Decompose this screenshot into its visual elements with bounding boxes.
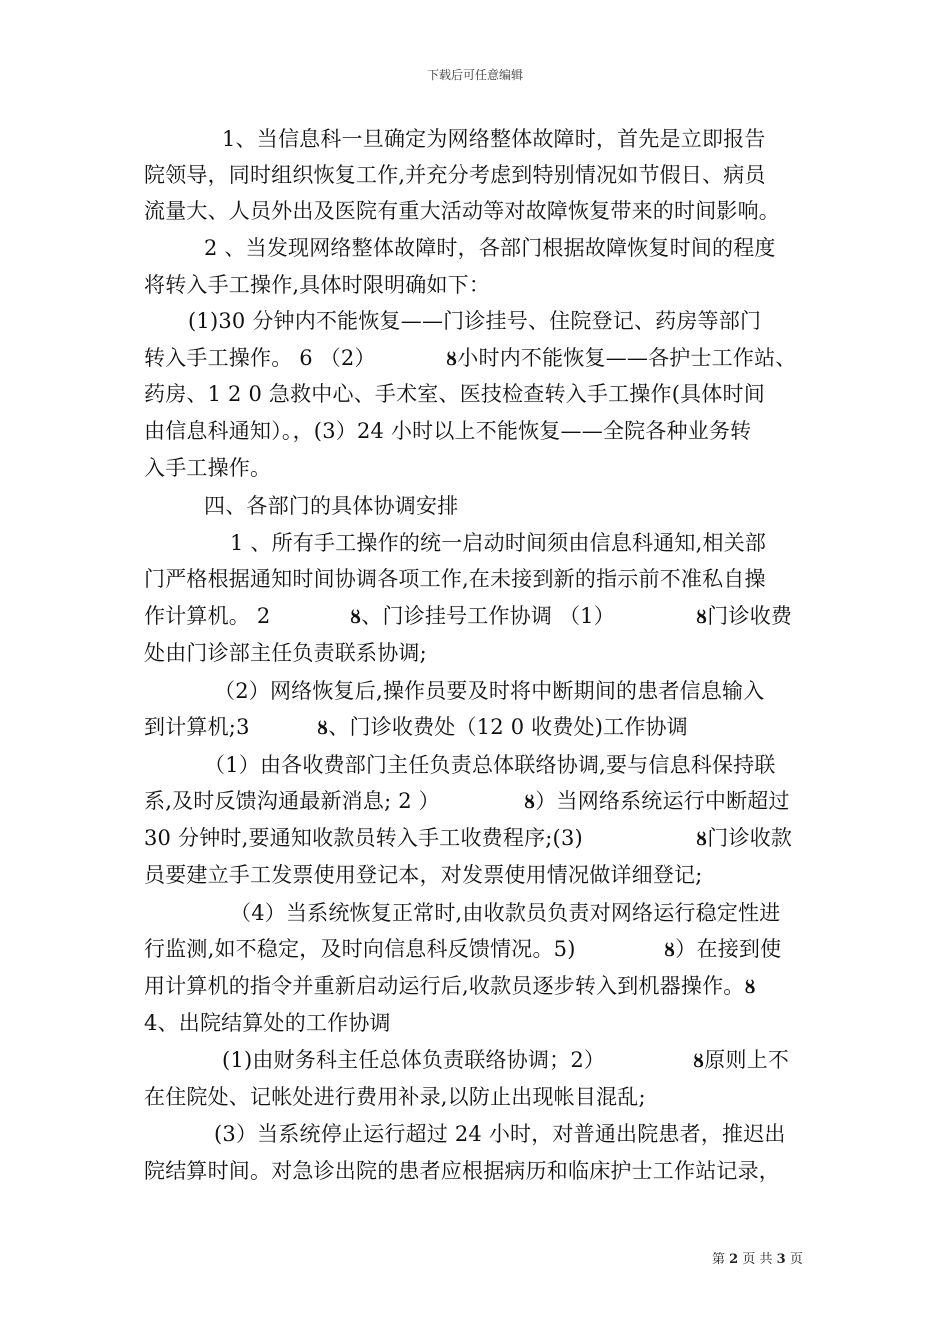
- stray-mark: ȣ: [744, 977, 756, 998]
- footer-middle: 页 共: [742, 1252, 773, 1267]
- stray-mark: ȣ: [696, 829, 708, 850]
- text-line: 作计算机。 2: [144, 604, 271, 628]
- text-fragment: 门诊收费: [707, 604, 793, 628]
- text-line: 员要建立手工发票使用登记本，对发票使用情况做详细登记;: [144, 863, 703, 887]
- current-page-number: 2: [729, 1252, 739, 1267]
- text-line: 转入手工操作。 6 （2）: [144, 346, 376, 370]
- section-heading: 4、出院结算处的工作协调: [144, 1011, 391, 1035]
- footer-prefix: 第: [712, 1252, 726, 1267]
- text-line: 流量大、人员外出及医院有重大活动等对故障恢复带来的时间影响。: [144, 199, 780, 223]
- text-line: 1、当信息科一旦确定为网络整体故障时，首先是立即报告: [222, 127, 766, 151]
- total-pages-number: 3: [776, 1252, 786, 1267]
- text-line: 到计算机;3: [144, 715, 250, 739]
- stray-mark: ȣ: [693, 1051, 705, 1072]
- section-heading: 四、各部门的具体协调安排: [204, 494, 459, 518]
- text-line: [693, 1045, 789, 1077]
- text-line: 行监测,如不稳定，及时向信息科反馈情况。5): [144, 937, 576, 961]
- text-line: (3）当系统停止运行超过 24 小时，对普通出院患者，推迟出: [214, 1122, 786, 1146]
- stray-mark: ȣ: [446, 349, 458, 370]
- text-fragment: 小时内不能恢复——各护士工作站、: [457, 346, 797, 370]
- text-line: 系,及时反馈沟通最新消息; 2 ）: [144, 789, 440, 813]
- text-line: (1)由财务科主任总体负责联络协调；2）: [222, 1048, 606, 1072]
- text-fragment: 用计算机的指令并重新启动运行后,收款员逐步转入到机器操作。: [144, 974, 745, 998]
- text-line: [696, 601, 792, 633]
- text-line: 院领导，同时组织恢复工作,并充分考虑到特别情况如节假日、病员: [144, 163, 766, 187]
- text-line: 处由门诊部主任负责联系协调;: [144, 641, 427, 665]
- text-line: [144, 971, 756, 1003]
- text-fragment: 、门诊收费处（12 0 收费处)工作协调: [328, 715, 688, 739]
- text-line: (1)30 分钟内不能恢复——门诊挂号、住院登记、药房等部门: [188, 309, 762, 333]
- text-line: [664, 934, 781, 966]
- text-line: 药房、1 2 0 急救中心、手术室、医技检查转入手工操作(具体时间: [144, 382, 765, 406]
- stray-mark: ȣ: [524, 792, 536, 813]
- text-line: （2）网络恢复后,操作员要及时将中断期间的患者信息输入: [214, 679, 765, 703]
- stray-mark: ȣ: [696, 607, 708, 628]
- page-header: 下载后可任意编辑: [426, 68, 523, 82]
- text-line: 入手工操作。: [144, 456, 272, 480]
- text-line: [350, 601, 615, 633]
- text-fragment: 、门诊挂号工作协调 （1）: [361, 604, 615, 628]
- text-line: [696, 823, 792, 855]
- text-fragment: 门诊收款: [707, 826, 793, 850]
- text-fragment: ）在接到使: [675, 937, 782, 961]
- text-line: [317, 712, 688, 744]
- stray-mark: ȣ: [664, 940, 676, 961]
- text-line: [524, 786, 790, 818]
- text-line: 1 、所有手工操作的统一启动时间须由信息科通知,相关部: [230, 531, 767, 555]
- text-line: 在住院处、记帐处进行费用补录,以防止出现帐目混乱;: [144, 1085, 646, 1109]
- page-footer: [712, 1248, 803, 1267]
- text-line: 由信息科通知）。，(3）24 小时以上不能恢复——全院各种业务转: [144, 419, 752, 443]
- text-line: （4）当系统恢复正常时,由收款员负责对网络运行稳定性进: [230, 901, 781, 925]
- text-line: 30 分钟时,要通知收款员转入手工收费程序;(3): [144, 826, 583, 850]
- text-line: （1）由各收费部门主任负责总体联络协调,要与信息科保持联: [204, 753, 776, 777]
- text-fragment: ）当网络系统运行中断超过: [535, 789, 790, 813]
- footer-suffix: 页: [789, 1252, 803, 1267]
- text-line: [446, 343, 797, 375]
- text-line: 2 、当发现网络整体故障时，各部门根据故障恢复时间的程度: [204, 236, 776, 260]
- text-line: 将转入手工操作,具体时限明确如下：: [144, 273, 491, 297]
- text-fragment: 原则上不: [704, 1048, 790, 1072]
- text-line: 门严格根据通知时间协调各项工作,在未接到新的指示前不准私自操: [144, 567, 766, 591]
- stray-mark: ȣ: [317, 718, 329, 739]
- stray-mark: ȣ: [350, 607, 362, 628]
- text-line: 院结算时间。对急诊出院的患者应根据病历和临床护士工作站记录，: [144, 1159, 780, 1183]
